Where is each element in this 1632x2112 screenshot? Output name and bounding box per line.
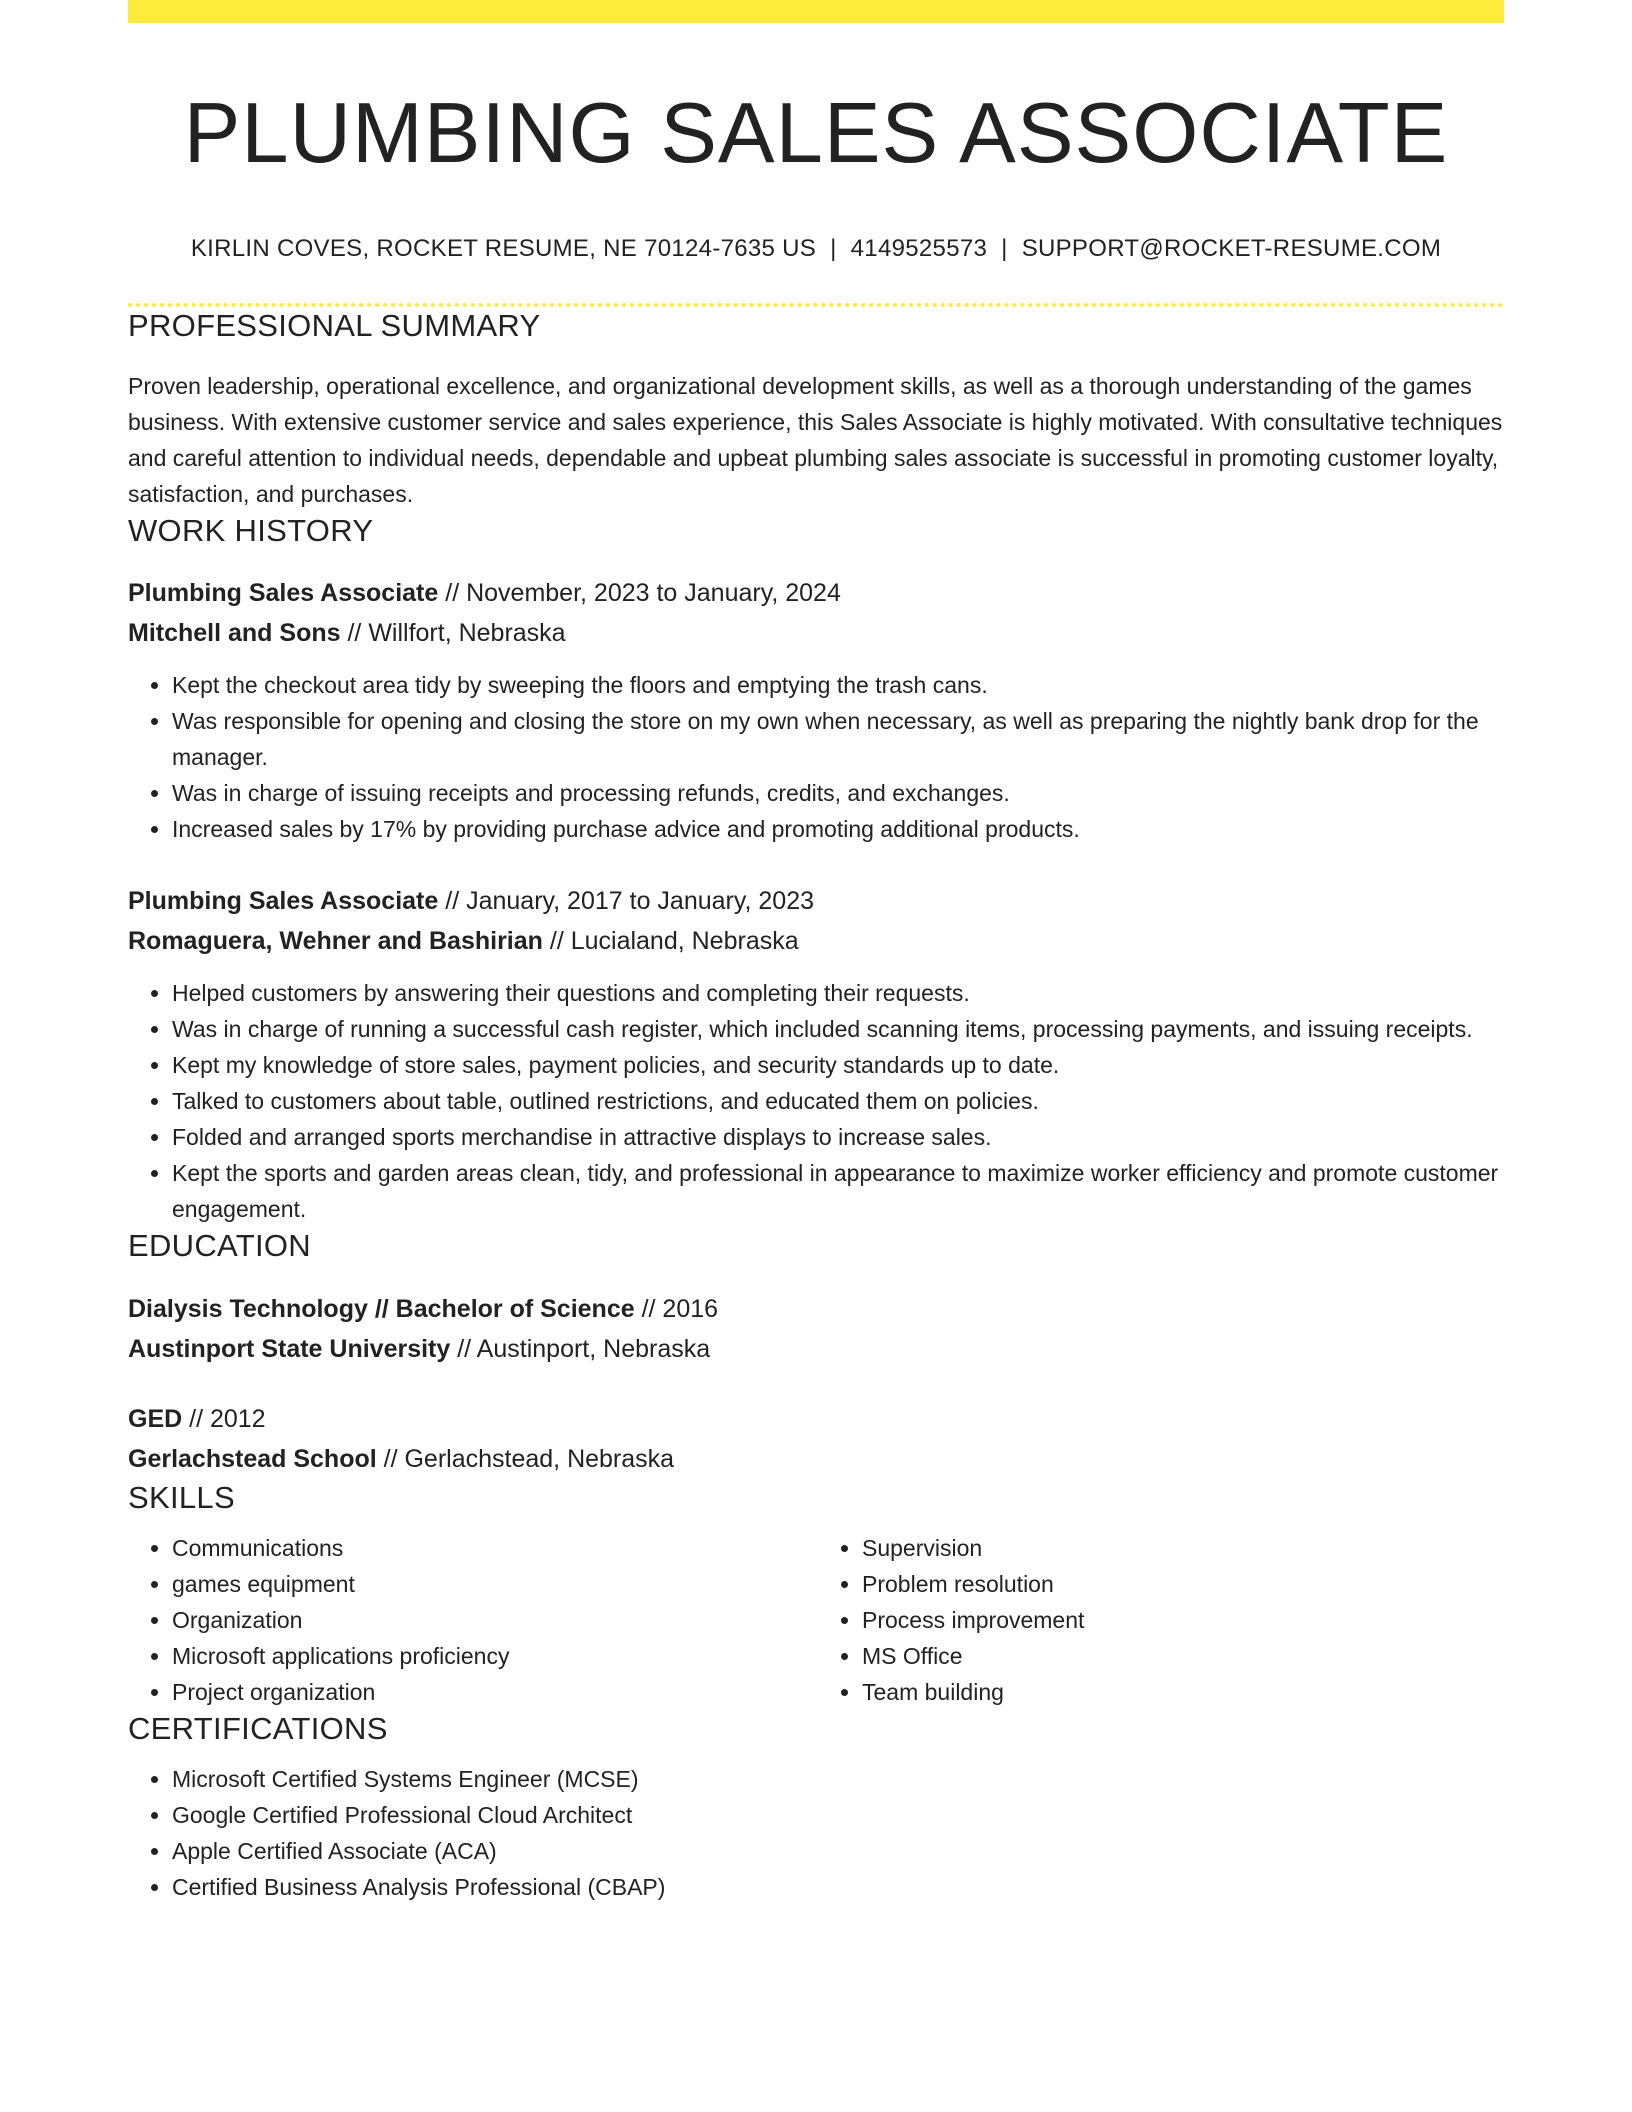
resume-page	[128, 0, 1504, 1905]
skill-item: • MS Office	[862, 1638, 1504, 1674]
job-bullet: • Kept the checkout area tidy by sweeping the floors and emptying the trash cans.	[172, 667, 1504, 703]
job-bullet-list	[128, 667, 1504, 847]
skill-item: • Microsoft applications proficiency	[172, 1638, 814, 1674]
education-school: Austinport State University	[128, 1334, 451, 1363]
education-school-line	[128, 1329, 1504, 1369]
work-history-heading: WORK HISTORY	[128, 513, 374, 549]
skill-item: • Problem resolution	[862, 1566, 1504, 1602]
contact-email: SUPPORT@ROCKET-RESUME.COM	[1021, 235, 1442, 262]
job-location: // Willfort, Nebraska	[340, 619, 566, 648]
skills-list-right	[814, 1530, 1504, 1710]
education-degree-line	[128, 1289, 1504, 1329]
skill-item: • Supervision	[862, 1530, 1504, 1566]
education-location: // Gerlachstead, Nebraska	[376, 1444, 675, 1473]
job-bullet: • Increased sales by 17% by providing purchase advice and promoting additional products.	[172, 811, 1504, 847]
certification-item: • Certified Business Analysis Professional (CBAP)	[172, 1869, 1504, 1905]
job-title: Plumbing Sales Associate	[128, 579, 439, 608]
job-bullet: • Was in charge of running a successful cash register, which included scanning items, processing payments, and issuing receipts.	[172, 1011, 1504, 1047]
skills-columns	[128, 1530, 1504, 1710]
education-degree: GED	[128, 1404, 183, 1433]
job-company-line	[128, 613, 1504, 653]
job-bullet: • Was in charge of issuing receipts and processing refunds, credits, and exchanges.	[172, 775, 1504, 811]
education-degree-line	[128, 1399, 1504, 1439]
contact-separator: |	[830, 235, 837, 262]
education-school-line	[128, 1439, 1504, 1479]
job-bullet: • Helped customers by answering their questions and completing their requests.	[172, 975, 1504, 1011]
education-heading: EDUCATION	[128, 1228, 311, 1264]
education-location: // Austinport, Nebraska	[450, 1334, 711, 1363]
skills-list-left	[128, 1530, 814, 1710]
job-location: // Lucialand, Nebraska	[542, 927, 799, 956]
certifications-heading: CERTIFICATIONS	[128, 1710, 388, 1746]
education-entry	[128, 1289, 1504, 1369]
contact-phone: 4149525573	[850, 235, 988, 262]
job-bullet-list	[128, 975, 1504, 1227]
certification-item: • Google Certified Professional Cloud Architect	[172, 1797, 1504, 1833]
skill-item: • Project organization	[172, 1674, 814, 1710]
skill-item: • Team building	[862, 1674, 1504, 1710]
job-bullet: • Was responsible for opening and closing the store on my own when necessary, as well as preparing the nightly bank drop for the manager.	[172, 703, 1504, 775]
job-title: Plumbing Sales Associate	[128, 887, 439, 916]
certification-item: • Microsoft Certified Systems Engineer (MCSE)	[172, 1761, 1504, 1797]
job-bullet: • Kept the sports and garden areas clean, tidy, and professional in appearance to maximize worker efficiency and promote customer engagement.	[172, 1155, 1504, 1227]
job-dates: // November, 2023 to January, 2024	[438, 579, 841, 608]
summary-text: Proven leadership, operational excellence, and organizational development skills, as well as a thorough understanding of the games business. With extensive customer service and sales experience, this Sales Associate is highly motivated. With consultative techniques and careful attention to individual needs, dependable and upbeat plumbing sales associate is successful in promoting customer loyalty, satisfaction, and purchases.	[128, 373, 1503, 508]
job-company-line	[128, 921, 1504, 961]
skills-heading: SKILLS	[128, 1479, 235, 1515]
job-bullet: • Folded and arranged sports merchandise in attractive displays to increase sales.	[172, 1119, 1504, 1155]
job-bullet: • Talked to customers about table, outlined restrictions, and educated them on policies.	[172, 1083, 1504, 1119]
contact-address: KIRLIN COVES, ROCKET RESUME, NE 70124-7635 US	[190, 235, 817, 262]
skill-item: • Communications	[172, 1530, 814, 1566]
summary-heading: PROFESSIONAL SUMMARY	[128, 308, 541, 343]
job-title-line	[128, 881, 1504, 921]
job-bullet: • Kept my knowledge of store sales, payment policies, and security standards up to date.	[172, 1047, 1504, 1083]
certifications-list	[128, 1761, 1504, 1905]
education-year: // 2016	[634, 1294, 719, 1323]
job-entry	[128, 881, 1504, 961]
skill-item: • Organization	[172, 1602, 814, 1638]
certification-item: • Apple Certified Associate (ACA)	[172, 1833, 1504, 1869]
resume-title: PLUMBING SALES ASSOCIATE	[183, 86, 1449, 181]
job-company: Romaguera, Wehner and Bashirian	[128, 927, 543, 956]
education-school: Gerlachstead School	[128, 1444, 377, 1473]
job-entry	[128, 573, 1504, 653]
education-degree: Dialysis Technology // Bachelor of Science	[128, 1294, 635, 1323]
skill-item: • Process improvement	[862, 1602, 1504, 1638]
job-title-line	[128, 573, 1504, 613]
accent-top-bar	[128, 0, 1504, 23]
education-entry	[128, 1399, 1504, 1479]
contact-separator: |	[1001, 235, 1008, 262]
contact-line	[128, 235, 1504, 263]
education-year: // 2012	[182, 1404, 266, 1433]
skill-item: • games equipment	[172, 1566, 814, 1602]
job-dates: // January, 2017 to January, 2023	[438, 887, 815, 916]
job-company: Mitchell and Sons	[128, 619, 341, 648]
